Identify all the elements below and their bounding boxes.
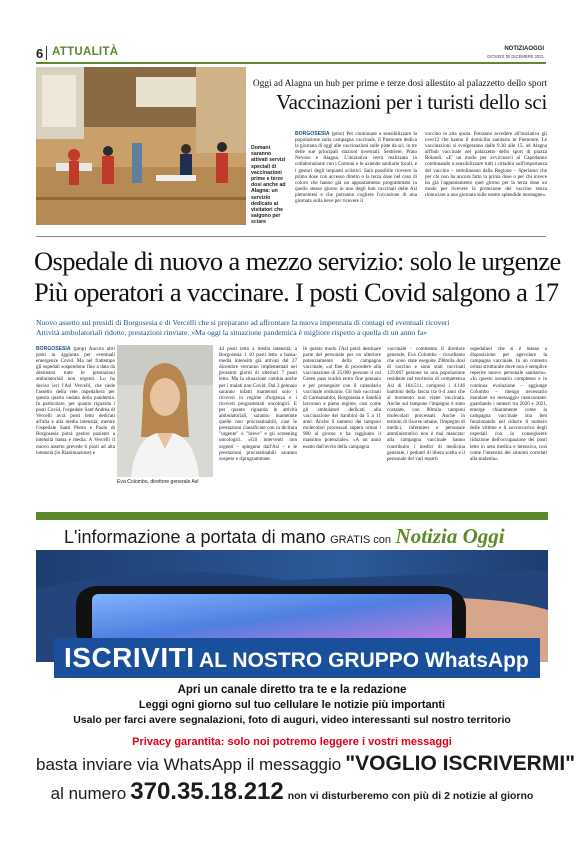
article1-title: Vaccinazioni per i turisti dello sci [276, 90, 547, 114]
ad-number-note: non vi disturberemo con più di 2 notizie al giorno [287, 790, 534, 802]
director-caption: Eva Colombo, direttore generale Asl [117, 479, 199, 485]
header-date: GIOVEDÌ 30 DICEMBRE 2021 [486, 54, 544, 59]
ad-headline-text: L'informazione a portata di mano [64, 527, 326, 547]
ski-vaccination-photo [36, 67, 246, 225]
privacy-note: Privacy garantita: solo noi potremo leggere i vostri messaggi [132, 736, 452, 748]
article2-column-1 [36, 346, 115, 456]
article2-tag: (pmp) [73, 346, 87, 352]
page-number: 6 [36, 46, 44, 61]
section-label: ATTUALITÀ [52, 46, 119, 58]
ad-number-pre: al numero [50, 784, 127, 803]
article-divider [36, 236, 546, 237]
ad-headline [64, 524, 505, 549]
article1-place: BORGOSESIA [295, 131, 330, 137]
article1-column-1 [295, 131, 417, 204]
whatsapp-ad [36, 512, 576, 824]
ad-headline-free: GRATIS con [330, 534, 392, 546]
whatsapp-number[interactable]: 370.35.18.212 [130, 778, 284, 805]
ad-line-2: Leggi ogni giorno sul tuo cellulare le notizie più importanti [138, 699, 446, 711]
article2-column-5: ospedalieri che si è messo a disposizione per agevolare la campagna vaccinale. In un contesto ormai strutturale dove non è semplice reperire nuovo personale sanitario». «In questo scenario complesso e in continua evoluzione – aggiunge Colombo – ritengo necessario mandare un messaggio rassicurante: guardando i numeri tra 2020 e 2021, emerge chiaramente come la campagna vaccinale stia ben funzionando nel ridurre il numero delle vittime e il sovraccarico degli ospedali con la conseguente riduzione dell'occupazione dei posti letto in area medica e intensiva, così come l'intensità dei sintomi correlati alla malattia». [470, 346, 547, 462]
article2-column-2: 44 posti letto a media intensità, a Borgosesia 1 10 posti letto a bassa-media intensità già attivati dal 27 dicembre verranno implementati nei prossimi giorni di ulteriori 7 posti letto. Ma la situazione cambia anche per i malati non Covid. Dal 3 gennaio saranno infatti mantenuti solo i ricoveri in regime d'urgenza e i ricoveri programmati oncologici. E per quanto riguarda le attività ambulatoriali, saranno mantenute quelle non procrastinabili, cioè le prestazioni classificate con la dicitura "urgente" o "breve" e gli screening oncologici. «Gli interventi non urgenti – spiegano dall'Asl – e le prestazioni procrastinabili saranno sospese e riprogrammate. [219, 346, 297, 462]
header-divider-left [46, 46, 47, 60]
masthead: NOTIZIAOGGI [504, 46, 544, 52]
article2-subhead-2: Attività ambulatoriali ridotte, prestazioni rinviate. «Ma oggi la situazione pandemica è migliore rispetto a quella di un anno fa» [36, 328, 428, 337]
ad-cta-message: "VOGLIO ISCRIVERMI" [345, 752, 576, 775]
article1-tag: (pmo) [331, 131, 345, 137]
article2-headline-2: Più operatori a vaccinare. I posti Covid salgono a 17 [34, 277, 559, 307]
article2-headline-1: Ospedale di nuovo a mezzo servizio: solo le urgenze [34, 246, 561, 276]
ad-brand: Notizia Oggi [395, 524, 505, 548]
ad-cta [36, 752, 576, 776]
article2-place: BORGOSESIA [36, 346, 71, 352]
article2-column-3: In questo modo l'Asl potrà destinare parte del personale per un ulteriore potenziamento della campagna vaccinale, «al fine di procedere alla vaccinazione di 25.000 persone il cui Green pass scadrà entro fine gennaio e per proseguire con il calendario vaccinale ordinario. Gli hub vaccinali di Caresanablot, Borgosesia e Santhià lavorano a pieno regime, così come gli ambulatori dedicati alla vaccinazione dei bambini da 5 a 11 anni. Anche il numero dei tamponi molecolari processati supera ormai i 900 al giorno e ha raggiunto il massimo potenziale». «A un anno esatto dall'avvio della campagna [303, 346, 381, 450]
ad-line-3: Usalo per farci avere segnalazioni, foto di auguri, video interessanti sul nostro territorio [73, 714, 511, 726]
article2-column-4: vaccinale - commenta il direttore generale, Eva Colombo - ricordiamo che sono state eseguite 298mila dosi di vaccino e sono stati vaccinati 129.067 persone su una popolazione residente nel territorio di competenza Asl di 164.511, compresi i 4.146 bambini della fascia tra 0-4 anni che al momento non viene vaccinata. Anche sul tampone l'impegno è stato costante, con 80mila tamponi molecolari processati. Anche in termini di risorse umane, l'impegno di medici, infermieri e personale amministrativo non è mai mancato: alla campagna vaccinale hanno contribuito i medici di medicina generale, i pediatri di libera scelta e il personale dei vari reparti [387, 346, 465, 462]
ad-number-line [36, 778, 548, 806]
ad-cta-text: basta inviare via WhatsApp il messaggio [36, 755, 342, 774]
article1-col1-text: Per continuare a sensibilizzare la popolazione sulla campagna vaccinale, il Piemonte dedica la giornata di oggi alle vaccinazioni sulle piste da sci, in tre delle sue principali stazioni invernali: Sestriere, Prato Nevoso e Alagna. L'iniziativa verrà realizzata in collaborazione con i Comuni e le aziende sanitarie locali, e i gestori degli impianti sciistici. Sarà possibile ricevere la prima dose con accesso diretto o la terza dose nel caso di coloro che hanno già un appuntamento programmato in quello stesso giorno in uno degli hub vaccinali delle Asl piemontesi e che potranno cogliere l'occasione di una giornata sulla neve per ricevere il [295, 131, 418, 205]
ad-top-bar [36, 512, 548, 520]
article2-subhead-1: Nuovo assetto sui presidi di Borgosesia e di Vercelli che si preparano ad affrontare la nuova impennata di contagi ed eventuali ricoveri [36, 318, 450, 327]
article2-col1-text: Ancora altri posti in aggiunta per eventuali emergenze Covid. Ma nel frattempo gli ospedali sospendono fino a data da destinarsi tutte le prestazioni ambulatoriali non urgenti. Lo ha deciso ieri l'Asl Vercelli, che riede l'assetto della rete ospedaliera per questa quarta ondata della pandemia. In particolare, per quanto riguarda i posti Covid, l'ospedale Sant'Andrea di Vercelli avrà posti letto dedicati all'alta e alla media intensità, mentre l'ospedale Santi Pietro e Paolo di Borgosesia potrà gestire pazienti a intensità bassa e media. A Vercelli il nuovo assetto prevede 6 posti ad alta intensità (in Rianimazione) e [36, 346, 115, 456]
ad-line-1: Apri un canale diretto tra te e la redazione [177, 684, 407, 696]
article1-kicker: Oggi ad Alagna un hub per prime e terze dosi allestito al palazzetto dello sport [252, 79, 547, 89]
photo-caption-ski: Domani saranno attivati servizi speciali di vaccinazioni prime e terze dosi anche ad Alagna: un servizio dedicato ai visitatori che salgono per sciare [251, 145, 286, 226]
banner-group: AL NOSTRO GRUPPO WhatsApp [198, 649, 529, 672]
join-banner-text [64, 642, 529, 674]
header-rule [36, 62, 546, 64]
director-portrait [117, 345, 213, 477]
banner-iscriviti: ISCRIVITI [64, 642, 195, 673]
article1-column-2: vaccino in alta quota. Potranno accedere all'iniziativa gli over12 che hanno il domicilio sanitario in Piemonte. Le vaccinazioni si svolgeranno dalle 9.30 alle 15, ad Alagna all'hub vaccinale nel palazzetto dello sport di piazza Rolandi. «E' un modo per avvicinarci al Capodanno continuando a sensibilizzare tutti i cittadini sull'importanza del vaccino – sottolineano dalla Regione – Speriamo che per chi non ha ancora fatto la prima dose o per chi invece ha già l'appuntamento quel giorno per la terza dose un modo per ricevere la protezione del vaccino senza rinunciare a una giornata sulle nostre splendide montagne». [425, 131, 547, 198]
